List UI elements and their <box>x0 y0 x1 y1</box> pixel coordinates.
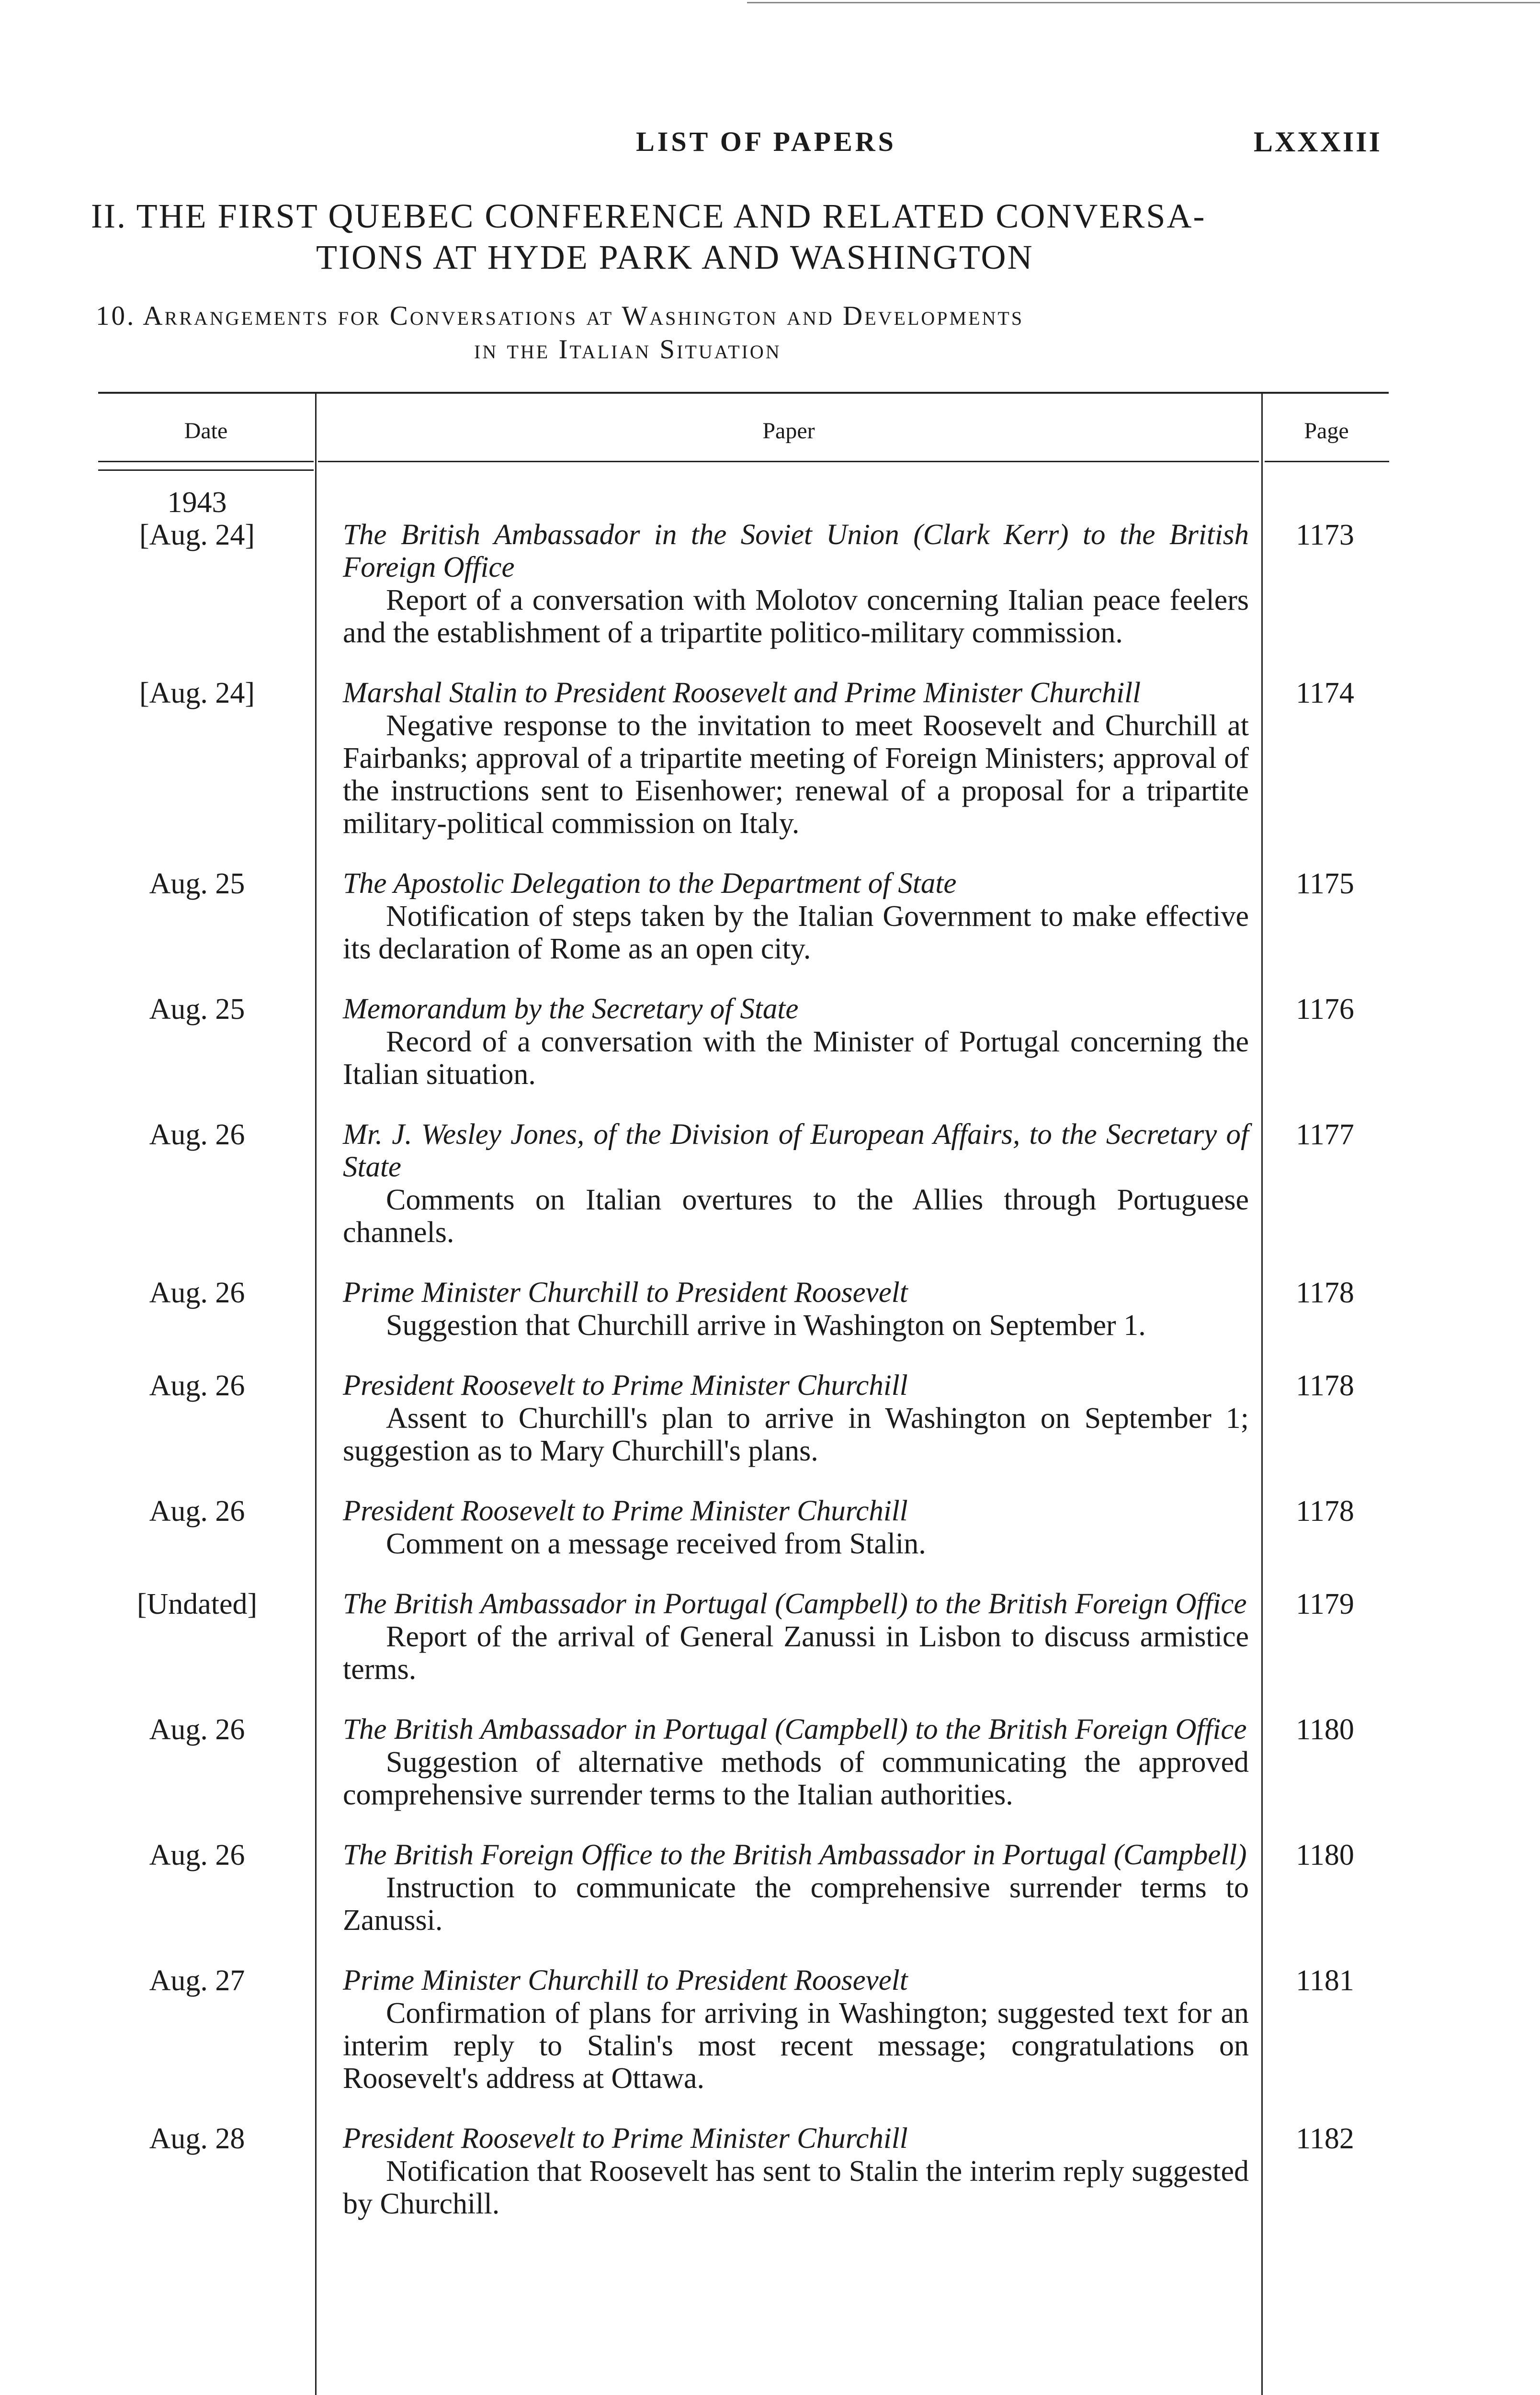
entry-paper-cell <box>315 1369 1261 1467</box>
entry-page-number: 1178 <box>1296 1495 1354 1528</box>
entry-title: The British Ambassador in Portugal (Campbell) to the British Foreign Office <box>343 1588 1247 1620</box>
paper-entry <box>0 1369 1540 1467</box>
entry-page-number: 1180 <box>1296 1839 1354 1871</box>
header-rule-date <box>98 461 314 462</box>
entry-page-number: 1178 <box>1296 1277 1354 1309</box>
entry-description: Confirmation of plans for arriving in Washington; suggested text for an interim reply to Stalin's most recent message; congratulations on Roosevelt's address at Ottawa. <box>343 1997 1249 2095</box>
entry-description: Negative response to the invitation to meet Roosevelt and Churchill at Fairbanks; approval of a tripartite meeting of Foreign Ministers; approval of the instructions sent to Eisenhower; renewal of a proposal for a tripartite military-political commission on Italy. <box>343 709 1249 840</box>
entry-date: Aug. 28 <box>149 2122 245 2155</box>
entry-date: Aug. 27 <box>149 1964 245 1997</box>
entry-page-number: 1176 <box>1296 993 1354 1026</box>
entry-date-cell <box>0 1964 315 2095</box>
entry-paper-cell <box>315 677 1261 840</box>
entry-page-number: 1178 <box>1296 1369 1354 1402</box>
entry-paper-cell <box>315 1277 1261 1342</box>
paper-entry <box>0 867 1540 965</box>
paper-entry <box>0 1713 1540 1811</box>
entry-date-cell <box>0 867 315 965</box>
entry-date-cell <box>0 486 315 649</box>
entry-description: Notification that Roosevelt has sent to Stalin the interim reply suggested by Churchill. <box>343 2155 1249 2220</box>
entry-page-number: 1181 <box>1296 1964 1354 1997</box>
header-rule-date-double <box>98 469 314 471</box>
entry-year: 1943 <box>167 486 227 519</box>
entry-title: The British Ambassador in Portugal (Campbell) to the British Foreign Office <box>343 1713 1247 1745</box>
entry-description: Comment on a message received from Stalin. <box>386 1528 926 1560</box>
entry-description: Report of a conversation with Molotov concerning Italian peace feelers and the establishment of a tripartite politico-military commission. <box>343 584 1249 649</box>
page-number: LXXXIII <box>1253 126 1382 158</box>
entry-title: The Apostolic Delegation to the Department of State <box>343 867 957 900</box>
entry-date: Aug. 26 <box>149 1118 245 1151</box>
paper-entry <box>0 1118 1540 1249</box>
entry-date-cell <box>0 1839 315 1937</box>
entry-title: Mr. J. Wesley Jones, of the Division of European Affairs, to the Secretary of State <box>343 1118 1249 1183</box>
table-top-rule <box>98 392 1389 394</box>
subsection-title <box>96 299 1389 366</box>
entry-date-cell <box>0 1495 315 1560</box>
entry-description: Report of the arrival of General Zanussi in Lisbon to discuss armistice terms. <box>343 1620 1249 1686</box>
column-header-page: Page <box>1304 418 1349 444</box>
papers-list <box>0 486 1540 2248</box>
entry-title: President Roosevelt to Prime Minister Churchill <box>343 1495 908 1527</box>
header-rule-paper <box>318 461 1259 462</box>
entry-paper-cell <box>315 1964 1261 2095</box>
entry-title: The British Foreign Office to the British Ambassador in Portugal (Campbell) <box>343 1839 1247 1871</box>
section-title-line-2: TIONS AT HYDE PARK AND WASHINGTON <box>316 238 1034 276</box>
entry-paper-cell <box>315 1839 1261 1937</box>
entry-paper-cell <box>315 2122 1261 2220</box>
entry-date: [Undated] <box>136 1588 258 1620</box>
entry-date-cell <box>0 1588 315 1686</box>
entry-title: Marshal Stalin to President Roosevelt and Prime Minister Churchill <box>343 677 1141 709</box>
entry-page-number: 1177 <box>1296 1118 1354 1151</box>
entry-date-cell <box>0 1118 315 1249</box>
entry-description: Record of a conversation with the Minister of Portugal concerning the Italian situation. <box>343 1026 1249 1091</box>
column-header-paper: Paper <box>762 418 815 444</box>
running-header-title: LIST OF PAPERS <box>636 126 896 157</box>
paper-entry <box>0 993 1540 1091</box>
entry-page-number: 1173 <box>1296 519 1354 551</box>
entry-page-number: 1179 <box>1296 1588 1354 1620</box>
section-title-line-1: II. THE FIRST QUEBEC CONFERENCE AND RELATED CONVERSA- <box>91 197 1206 235</box>
paper-entry <box>0 1964 1540 2095</box>
header-rule-page <box>1265 461 1389 462</box>
entry-title: Memorandum by the Secretary of State <box>343 993 799 1025</box>
entry-date: Aug. 26 <box>149 1369 245 1402</box>
entry-paper-cell <box>315 867 1261 965</box>
entry-date-cell <box>0 1713 315 1811</box>
subsection-title-line-1: 10. Arrangements for Conversations at Washington and Developments <box>96 301 1024 331</box>
entry-date: [Aug. 24] <box>139 519 255 551</box>
paper-entry <box>0 1277 1540 1342</box>
subsection-title-line-2: in the Italian Situation <box>474 334 781 365</box>
paper-entry <box>0 486 1540 649</box>
entry-page-number: 1182 <box>1296 2122 1354 2155</box>
entry-date: Aug. 26 <box>149 1277 245 1309</box>
entry-date: Aug. 26 <box>149 1839 245 1871</box>
entry-description: Assent to Churchill's plan to arrive in Washington on September 1; suggestion as to Mary Churchill's plans. <box>343 1402 1249 1467</box>
entry-date-cell <box>0 1277 315 1342</box>
entry-paper-cell <box>315 1713 1261 1811</box>
entry-paper-cell <box>315 1495 1261 1560</box>
entry-date: [Aug. 24] <box>139 677 255 709</box>
entry-paper-cell <box>315 1588 1261 1686</box>
entry-description: Notification of steps taken by the Italian Government to make effective its declaration of Rome as an open city. <box>343 900 1249 965</box>
column-header-date: Date <box>184 418 228 444</box>
entry-description: Instruction to communicate the comprehensive surrender terms to Zanussi. <box>343 1871 1249 1937</box>
entry-date-cell <box>0 993 315 1091</box>
section-title <box>91 195 1384 278</box>
entry-date: Aug. 26 <box>149 1495 245 1528</box>
entry-date-cell <box>0 2122 315 2220</box>
entry-date: Aug. 25 <box>149 867 245 900</box>
entry-title: President Roosevelt to Prime Minister Churchill <box>343 1369 908 1402</box>
entry-page-number: 1180 <box>1296 1713 1354 1746</box>
entry-date-cell <box>0 677 315 840</box>
paper-entry <box>0 677 1540 840</box>
entry-page-number: 1174 <box>1296 677 1354 709</box>
entry-date: Aug. 26 <box>149 1713 245 1746</box>
entry-title: Prime Minister Churchill to President Roosevelt <box>343 1277 908 1309</box>
entry-date-cell <box>0 1369 315 1467</box>
entry-title: The British Ambassador in the Soviet Union (Clark Kerr) to the British Foreign Office <box>343 519 1249 583</box>
entry-paper-cell <box>315 1118 1261 1249</box>
entry-paper-cell <box>315 993 1261 1091</box>
entry-paper-cell <box>315 486 1261 649</box>
paper-entry <box>0 1839 1540 1937</box>
entry-title: President Roosevelt to Prime Minister Churchill <box>343 2122 908 2155</box>
paper-entry <box>0 1588 1540 1686</box>
entry-description: Comments on Italian overtures to the Allies through Portuguese channels. <box>343 1184 1249 1249</box>
paper-entry <box>0 1495 1540 1560</box>
entry-description: Suggestion of alternative methods of communicating the approved comprehensive surrender terms to the Italian authorities. <box>343 1746 1249 1811</box>
entry-page-number: 1175 <box>1296 867 1354 900</box>
entry-date: Aug. 25 <box>149 993 245 1026</box>
top-edge-rule <box>747 2 1540 3</box>
entry-title: Prime Minister Churchill to President Roosevelt <box>343 1964 908 1996</box>
entry-description: Suggestion that Churchill arrive in Washington on September 1. <box>386 1309 1146 1342</box>
paper-entry <box>0 2122 1540 2220</box>
